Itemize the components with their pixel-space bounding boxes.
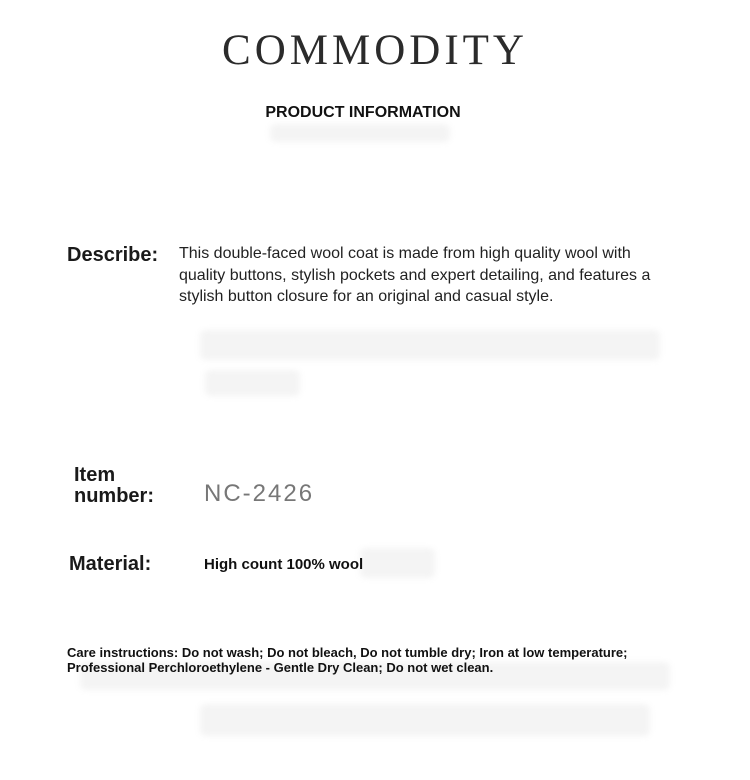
page-subtitle: PRODUCT INFORMATION bbox=[265, 104, 461, 121]
page-title: COMMODITY bbox=[222, 27, 528, 74]
describe-text: This double-faced wool coat is made from high quality wool with quality buttons, stylish pockets and expert detailing, and features a stylish button closure for an original and casual style. bbox=[179, 245, 651, 305]
item-number-value: NC-2426 bbox=[204, 480, 315, 507]
care-instructions: Care instructions: Do not wash; Do not bleach, Do not tumble dry; Iron at low temperature; Professional Perchloroethylene - Gentle Dry Clean; Do not wet clean. bbox=[67, 645, 628, 675]
item-number-label-line1: Item bbox=[74, 464, 116, 486]
item-number-label-line2: number: bbox=[74, 485, 154, 507]
material-value: High count 100% wool bbox=[204, 556, 364, 573]
background-smudge bbox=[200, 330, 660, 360]
material-label: Material: bbox=[69, 553, 152, 575]
background-smudge bbox=[360, 548, 435, 578]
background-smudge bbox=[270, 124, 450, 142]
describe-label: Describe: bbox=[67, 244, 159, 266]
background-smudge bbox=[200, 704, 650, 736]
background-smudge bbox=[205, 370, 300, 396]
